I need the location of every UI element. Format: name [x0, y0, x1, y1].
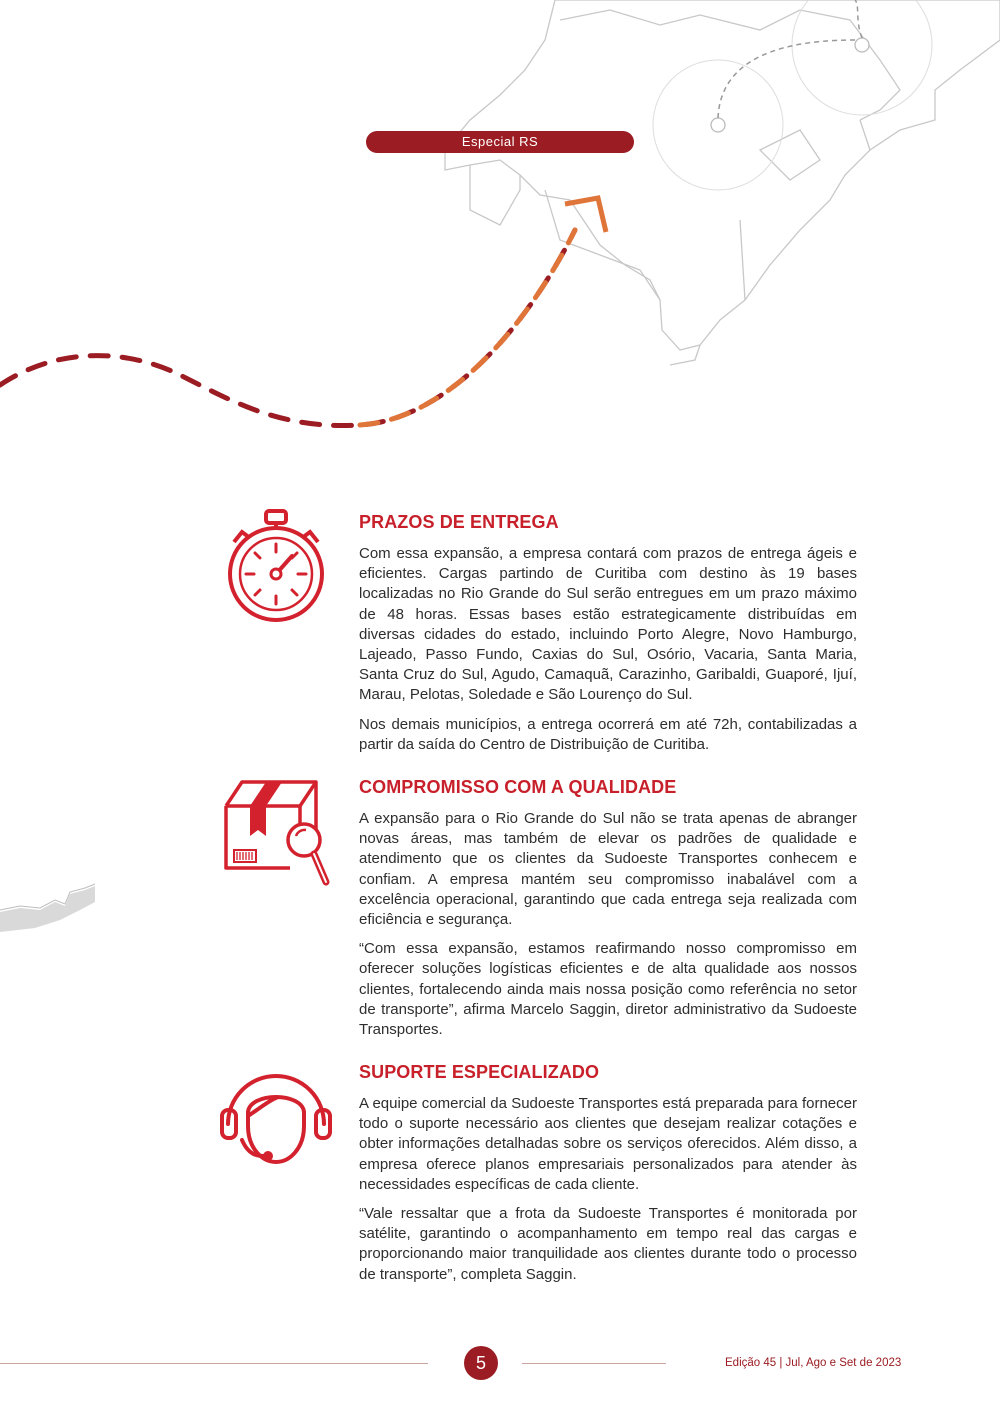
map-illustration [0, 0, 1000, 440]
section-title: PRAZOS DE ENTREGA [359, 512, 559, 532]
section-compromisso [359, 776, 857, 1049]
stopwatch-icon [220, 508, 332, 628]
page-number: 5 [464, 1346, 498, 1380]
footer-divider [0, 1363, 428, 1364]
section-paragraph: A equipe comercial da Sudoeste Transportes está preparada para fornecer todo o suporte necessário aos clientes que desejam realizar cotações e obter informações detalhadas sobre os serviços oferecidos. Além disso, a empresa oferece planos empresariais personalizados para atender às necessidades específicas de cada cliente. [359, 1095, 857, 1193]
decorative-shape [0, 880, 100, 940]
headset-support-icon [220, 1062, 332, 1182]
section-paragraph: Nos demais municípios, a entrega ocorrerá em até 72h, contabilizadas a partir da saída do Centro de Distribuição de Curitiba. [359, 715, 857, 753]
section-suporte [359, 1061, 857, 1294]
section-paragraph: “Vale ressaltar que a frota da Sudoeste Transportes é monitorada por satélite, garantindo o acompanhamento em tempo real das cargas e proporcionando maior tranquilidade aos clientes durante todo o processo de transporte”, completa Saggin. [359, 1205, 857, 1283]
package-inspection-icon [220, 778, 332, 898]
section-tag: Especial RS [366, 131, 634, 153]
section-title: SUPORTE ESPECIALIZADO [359, 1062, 600, 1082]
section-paragraph: Com essa expansão, a empresa contará com prazos de entrega ágeis e eficientes. Cargas partindo de Curitiba com destino às 19 bases localizadas no Rio Grande do Sul serão entregues em um prazo máximo de 48 horas. Essas bases estão estrategicamente distribuídas em diversas cidades do estado, incluindo Porto Alegre, Novo Hamburgo, Lajeado, Passo Fundo, Caxias do Sul, Osório, Vacaria, Santa Maria, Santa Cruz do Sul, Agudo, Camaquã, Carazinho, Garibaldi, Guaporé, Ijuí, Marau, Pelotas, Soledade e São Lourenço do Sul. [359, 545, 857, 704]
section-prazos [359, 511, 857, 764]
section-paragraph: “Com essa expansão, estamos reafirmando nosso compromisso em oferecer soluções logísticas eficientes e de alta qualidade aos nossos clientes, fortalecendo ainda mais nossa posição como referência no setor de transporte”, afirma Marcelo Saggin, diretor administrativo da Sudoeste Transportes. [359, 940, 857, 1039]
edition-label: Edição 45 | Jul, Ago e Set de 2023 [725, 1357, 902, 1369]
footer-divider [522, 1363, 666, 1364]
section-title: COMPROMISSO COM A QUALIDADE [359, 777, 677, 797]
section-paragraph: A expansão para o Rio Grande do Sul não se trata apenas de abranger novas áreas, mas também de elevar os padrões de qualidade e atendimento que os clientes da Sudoeste Transportes conhecem e confiam. A empresa mantém seu compromisso inabalável com a excelência operacional, garantindo que cada entrega seja realizada com eficiência e segurança. [359, 810, 857, 929]
